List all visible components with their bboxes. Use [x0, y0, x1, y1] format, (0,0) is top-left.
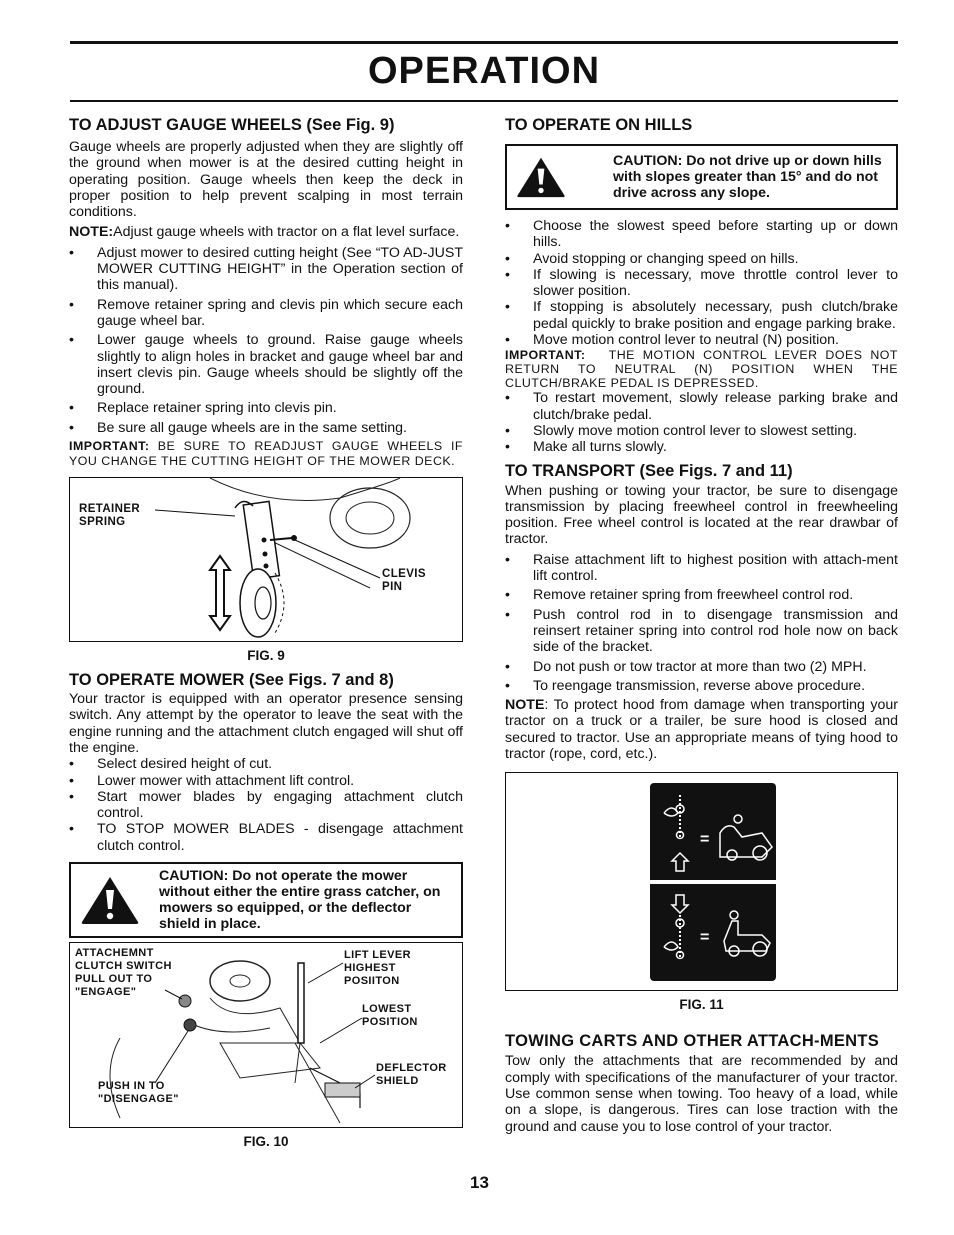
label-line: POSIITON	[344, 975, 400, 988]
list-item: • Raise attachment lift to highest position with attach-ment lift control.	[505, 552, 898, 585]
list-item: • Move motion control lever to neutral (N) position.	[505, 332, 898, 348]
label-line: LIFT LEVER	[344, 949, 411, 962]
hills-caution-box	[505, 144, 898, 210]
list-item: • Select desired height of cut.	[69, 756, 463, 772]
page-number: 13	[470, 1173, 489, 1192]
hills-restart-list	[505, 390, 898, 455]
retainer-spring-label	[79, 503, 140, 529]
title-underline	[70, 100, 898, 102]
label-line: CLUTCH SWITCH	[75, 960, 172, 973]
lift-lever-label	[344, 949, 411, 988]
list-item: • To restart movement, slowly release parking brake and clutch/brake pedal.	[505, 390, 898, 423]
transport-bullet-list	[505, 552, 898, 694]
label-line: SHIELD	[376, 1075, 419, 1088]
push-in-label	[98, 1080, 179, 1106]
figure-9-caption: FIG. 9	[247, 648, 285, 664]
list-item: • If stopping is absolutely necessary, push clutch/brake pedal quickly to brake position and engage parking brake.	[505, 299, 898, 332]
important-text: BE SURE TO READJUST GAUGE WHEELS IF YOU CHANGE THE CUTTING HEIGHT OF THE MOWER DECK.	[69, 439, 463, 468]
list-item: • To reengage transmission, reverse above procedure.	[505, 678, 898, 694]
towing-heading: TOWING CARTS AND OTHER ATTACH-MENTS	[505, 1032, 880, 1051]
mower-caution-box	[69, 862, 463, 938]
list-item: • Push control rod in to disengage transmission and reinsert retainer spring into control rod hole now on back side of the bracket.	[505, 607, 898, 656]
lift-decal	[650, 783, 776, 981]
mower-caution-text: CAUTION: Do not operate the mower without either the entire grass catcher, on mowers so equipped, or the deflector shield in place.	[159, 868, 441, 933]
label-line: "ENGAGE"	[75, 986, 137, 999]
figure-11-caption: FIG. 11	[679, 997, 724, 1013]
right-column	[505, 116, 898, 1135]
transport-heading: TO TRANSPORT (See Figs. 7 and 11)	[505, 461, 793, 480]
gauge-bullet-list	[69, 245, 463, 436]
warning-icon	[515, 155, 567, 199]
label-line: POSITION	[362, 1016, 418, 1029]
list-item: • TO STOP MOWER BLADES - disengage attachment clutch control.	[69, 821, 463, 854]
list-item: • Start mower blades by engaging attachment clutch control.	[69, 789, 463, 822]
label-line: SPRING	[79, 516, 126, 529]
figure-10-caption: FIG. 10	[243, 1134, 289, 1150]
page-title: OPERATION	[367, 50, 601, 92]
label-line: HIGHEST	[344, 962, 396, 975]
important-label: IMPORTANT:	[69, 439, 150, 454]
top-rule	[70, 41, 898, 44]
mower-heading: TO OPERATE MOWER (See Figs. 7 and 8)	[69, 671, 394, 690]
important-label: IMPORTANT:	[505, 348, 586, 363]
list-item: • Lower gauge wheels to ground. Raise gauge wheels slightly to align holes in bracket and gauge wheel bar and insert clevis pin. Gauge wheels should be slightly off the ground.	[69, 332, 463, 397]
important-text: THE MOTION CONTROL LEVER DOES NOT RETURN TO NEUTRAL (N) POSITION WHEN THE CLUTCH/BRAKE PEDAL IS DEPRESSED.	[505, 348, 898, 391]
label-line: PIN	[382, 581, 403, 594]
list-item: • Slowly move motion control lever to slowest setting.	[505, 423, 898, 439]
list-item: • Remove retainer spring and clevis pin which secure each gauge wheel bar.	[69, 297, 463, 330]
label-line: CLEVIS	[382, 568, 426, 581]
gauge-note	[69, 224, 463, 240]
list-item: • Replace retainer spring into clevis pin.	[69, 400, 463, 416]
note-label: NOTE	[505, 697, 545, 714]
label-line: "DISENGAGE"	[98, 1093, 179, 1106]
warning-icon	[79, 874, 141, 926]
note-text: : To protect hood from damage when transporting your tractor on a truck or a trailer, be sure hood is closed and secured to tractor. Use an appropriate means of tying hood to tractor (rope, cord, etc.).	[505, 697, 898, 763]
note-text: Adjust gauge wheels with tractor on a flat level surface.	[113, 224, 460, 241]
list-item: • Make all turns slowly.	[505, 439, 898, 455]
equals-sign: =	[700, 929, 710, 947]
list-item: • Adjust mower to desired cutting height (See “TO AD-JUST MOWER CUTTING HEIGHT” in the Operation section of this manual).	[69, 245, 463, 294]
transport-intro: When pushing or towing your tractor, be sure to disengage transmission by placing freewheel control in freewheeling position. Free wheel control is located at the rear drawbar of tractor.	[505, 482, 898, 548]
figure-10	[69, 942, 463, 1128]
towing-text: Tow only the attachments that are recommended by and comply with specifications of the manufacturer of your tractor. Use common sense when towing. Too heavy of a load, while on a slope, is dangerous. Tires can lose traction with the ground and cause you to lose control of your tractor.	[505, 1053, 898, 1135]
mower-bullet-list	[69, 756, 463, 854]
list-item: • Lower mower with attachment lift control.	[69, 773, 463, 789]
lowest-position-label	[362, 1003, 418, 1029]
deflector-shield-label	[376, 1062, 447, 1088]
label-line: PUSH IN TO	[98, 1080, 165, 1093]
list-item: • Be sure all gauge wheels are in the same setting.	[69, 420, 463, 436]
hills-important	[505, 348, 898, 390]
list-item: • Do not push or tow tractor at more than two (2) MPH.	[505, 659, 898, 675]
list-item: • Avoid stopping or changing speed on hills.	[505, 251, 898, 267]
equals-sign: =	[700, 831, 710, 849]
mower-intro: Your tractor is equipped with an operator presence sensing switch. Any attempt by the operator to leave the seat with the engine running and the attachment clutch engaged will shut off the engine.	[69, 691, 463, 756]
label-line: PULL OUT TO	[75, 973, 153, 986]
attachment-clutch-label	[75, 947, 172, 999]
list-item: • Choose the slowest speed before starting up or down hills.	[505, 218, 898, 251]
list-item: • If slowing is necessary, move throttle control lever to slower position.	[505, 267, 898, 300]
label-line: RETAINER	[79, 503, 141, 516]
transport-note	[505, 697, 898, 762]
label-line: DEFLECTOR	[376, 1062, 447, 1075]
figure-9	[69, 477, 463, 642]
lift-decal-symbols	[650, 783, 776, 981]
hills-bullet-list	[505, 218, 898, 348]
gauge-heading: TO ADJUST GAUGE WHEELS (See Fig. 9)	[69, 116, 395, 134]
clevis-pin-label	[382, 568, 426, 594]
label-line: LOWEST	[362, 1003, 412, 1016]
left-column	[69, 116, 463, 1149]
hills-heading: TO OPERATE ON HILLS	[505, 116, 693, 134]
list-item: • Remove retainer spring from freewheel control rod.	[505, 587, 898, 603]
gauge-important	[69, 439, 463, 468]
label-line: ATTACHEMNT	[75, 947, 154, 960]
figure-11	[505, 772, 898, 991]
note-label: NOTE:	[69, 224, 114, 241]
hills-caution-text: CAUTION: Do not drive up or down hills with slopes greater than 15° and do not drive across any slope.	[613, 153, 882, 201]
gauge-intro: Gauge wheels are properly adjusted when they are slightly off the ground when mower is at the desired cutting height in operating position. Gauge wheels then keep the deck in proper position to help prevent scalping in most terrain conditions.	[69, 139, 463, 221]
